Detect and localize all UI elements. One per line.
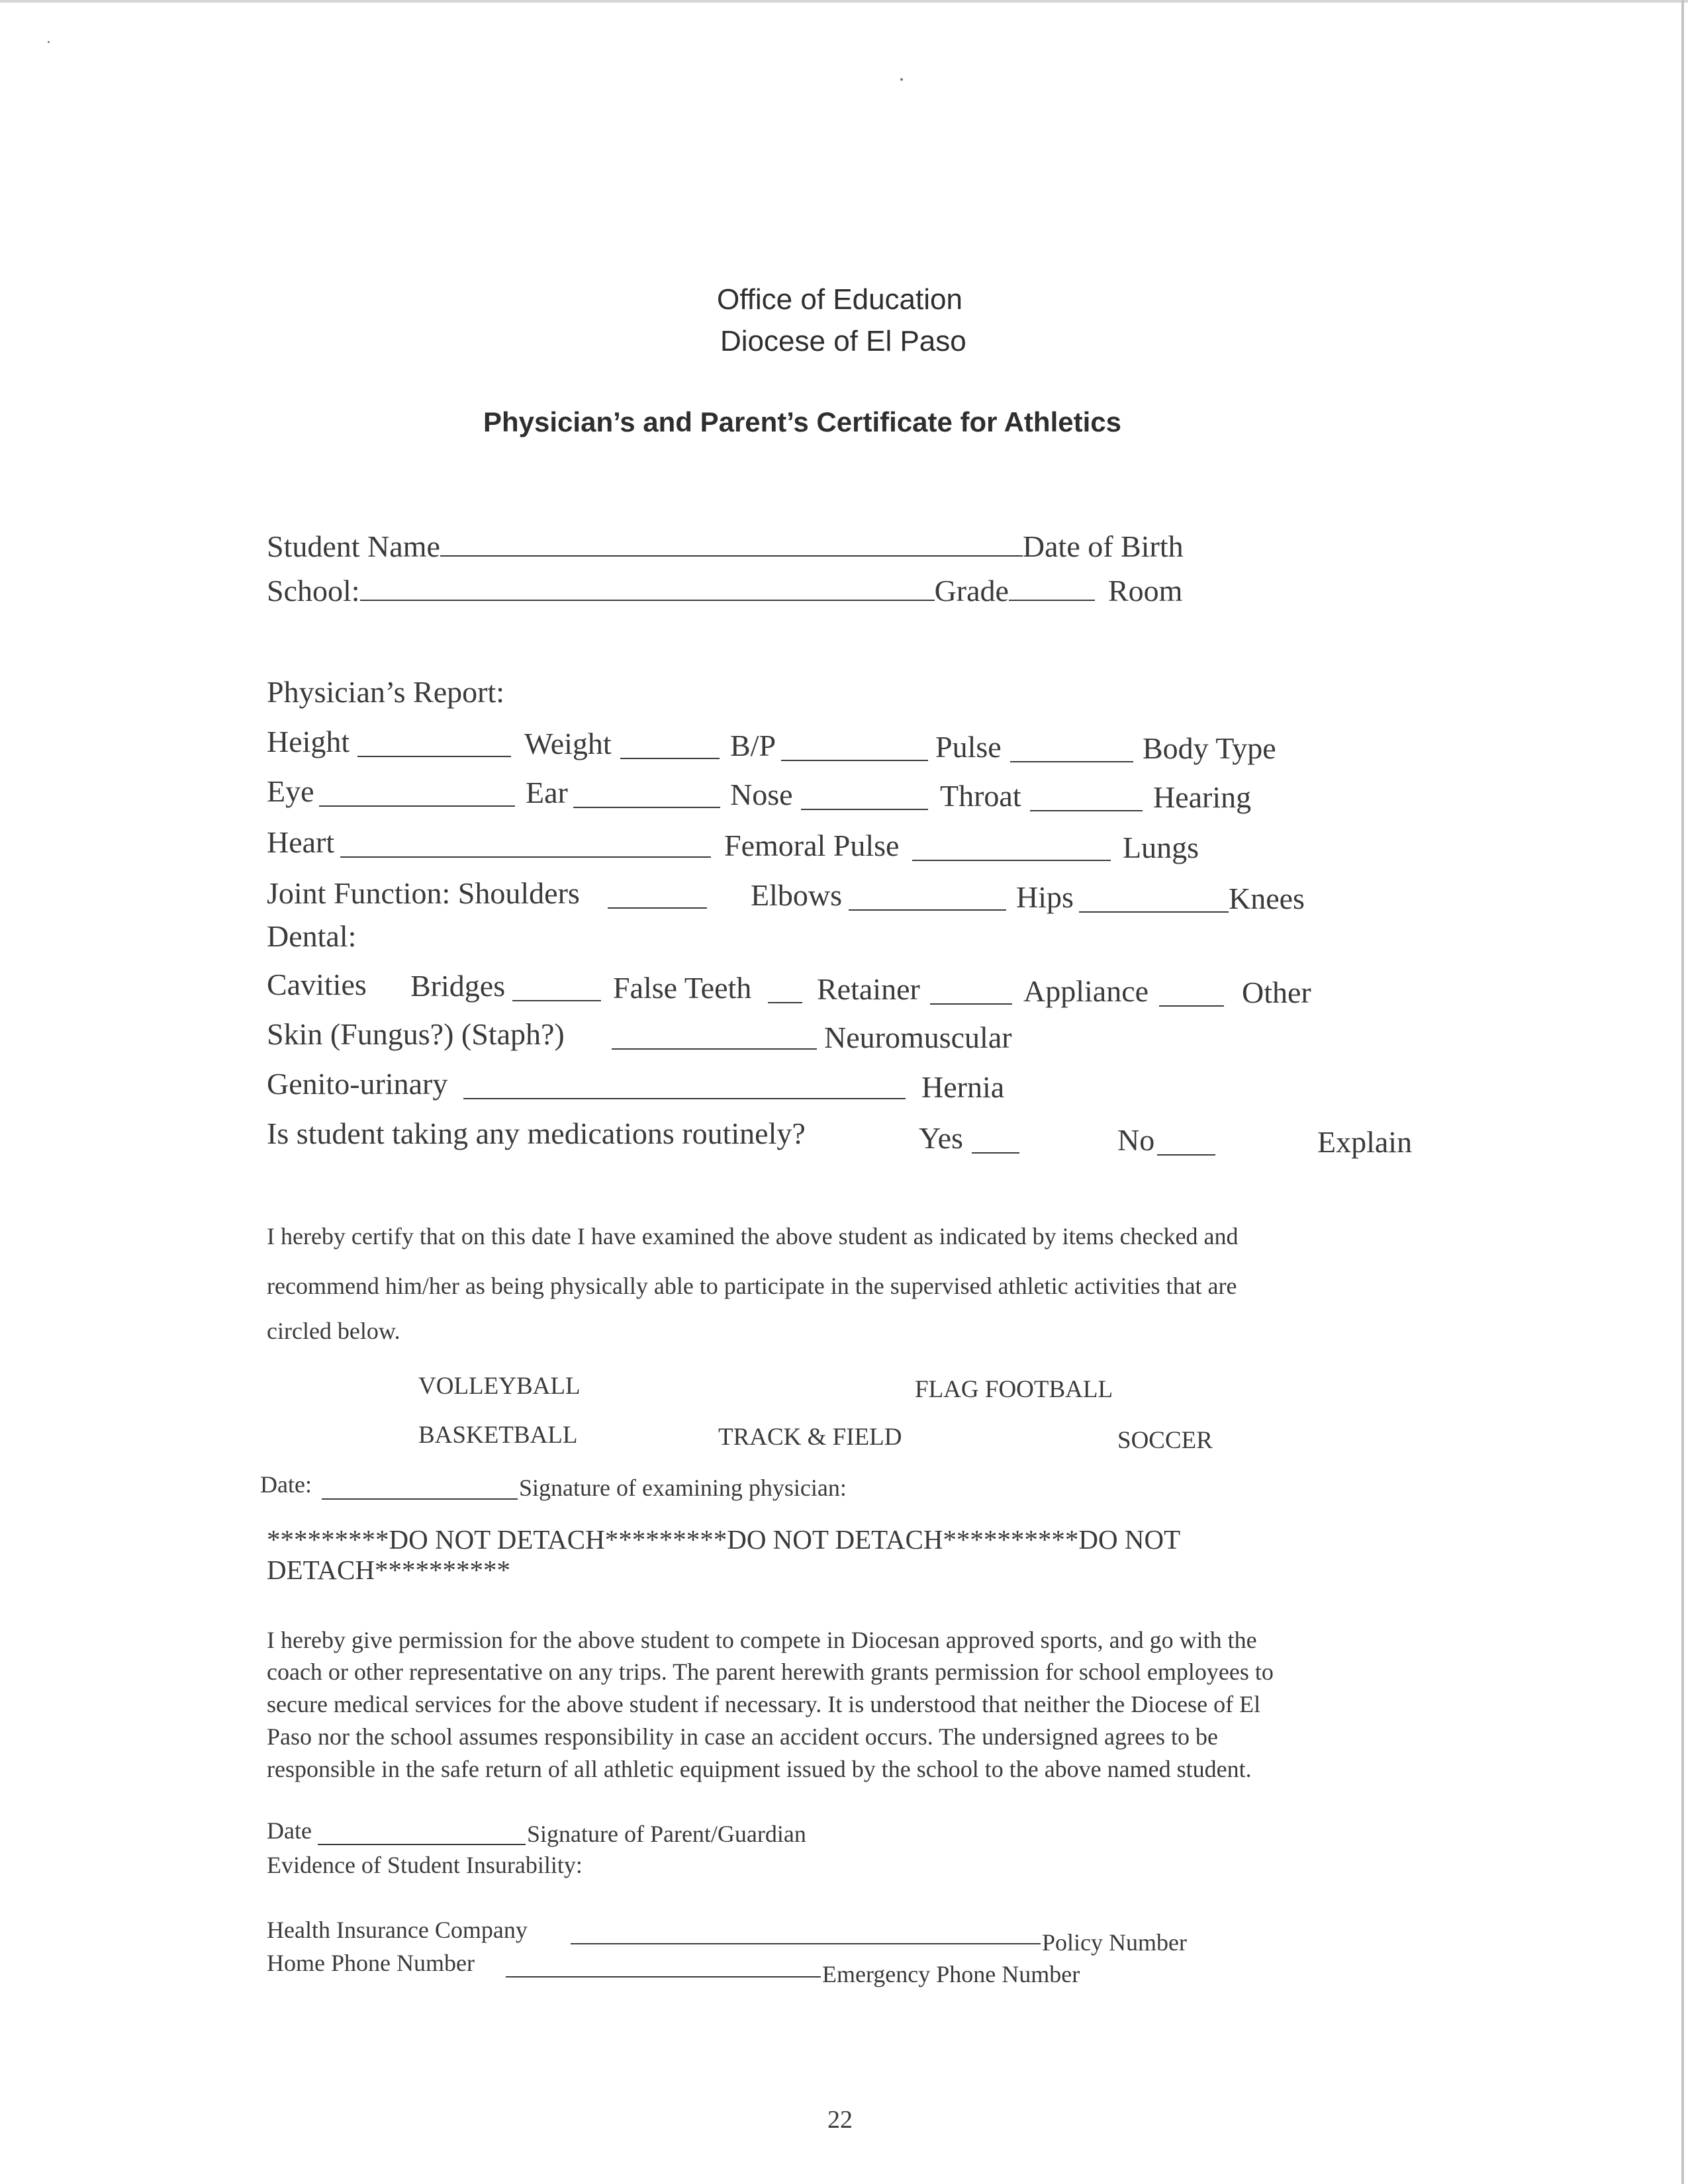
school-row [267,576,1182,606]
detach-line-2: DETACH********** [267,1555,510,1585]
page-number: 22 [827,2106,853,2134]
height-field[interactable] [357,754,511,757]
scan-speck [900,78,903,81]
school-field[interactable] [360,598,935,601]
certification-line-2: recommend him/her as being physically able to participate in the supervised athletic activities that are [267,1273,1237,1299]
policy-number-label: Policy Number [1042,1929,1187,1956]
nose-label: Nose [730,778,793,811]
neuromuscular-label: Neuromuscular [824,1021,1012,1054]
certification-line-3: circled below. [267,1318,400,1344]
school-label: School: [267,574,360,608]
parent-signature-label: Signature of Parent/Guardian [527,1821,806,1847]
home-phone-label: Home Phone Number [267,1950,475,1976]
retainer-label: Retainer [817,972,920,1006]
ear-label: Ear [526,776,568,809]
parent-date-label: Date [267,1817,312,1844]
insurability-label: Evidence of Student Insurability: [267,1852,583,1878]
shoulders-field[interactable] [608,906,707,909]
form-title: Physician’s and Parent’s Certificate for Athletics [483,406,1121,437]
femoral-pulse-label: Femoral Pulse [724,829,900,862]
eye-label: Eye [267,774,314,808]
permission-line-2: coach or other representative on any trips. The parent herewith grants permission for school employees to [267,1659,1274,1685]
genito-urinary-label: Genito-urinary [267,1067,448,1101]
pulse-field[interactable] [1010,760,1133,762]
knees-label: Knees [1229,882,1305,915]
body-type-label: Body Type [1143,731,1276,765]
permission-line-3: secure medical services for the above student if necessary. It is understood that neither the Diocese of El [267,1691,1261,1717]
emergency-phone-label: Emergency Phone Number [822,1961,1080,1987]
permission-line-5: responsible in the safe return of all athletic equipment issued by the school to the above named student. [267,1756,1252,1782]
cavities-label: Cavities [267,968,367,1001]
weight-field[interactable] [620,756,720,759]
femoral-pulse-field[interactable] [912,858,1111,861]
other-label: Other [1242,976,1311,1009]
yes-field[interactable] [972,1151,1019,1154]
sport-basketball[interactable]: BASKETBALL [418,1422,578,1449]
lungs-label: Lungs [1123,831,1199,864]
scan-edge-right [1681,0,1684,2184]
pulse-label: Pulse [935,730,1002,764]
height-label: Height [267,725,350,758]
medications-question: Is student taking any medications routinely? [267,1116,806,1150]
home-phone-field[interactable] [506,1975,821,1978]
sport-volleyball[interactable]: VOLLEYBALL [418,1373,581,1400]
room-label: Room [1107,574,1183,608]
detach-line-1: *********DO NOT DETACH*********DO NOT DETACH**********DO NOT [267,1524,1181,1555]
header-line-1: Office of Education [717,283,962,316]
physician-signature-label: Signature of examining physician: [519,1475,847,1501]
yes-label: Yes [919,1121,963,1155]
sport-track-field[interactable]: TRACK & FIELD [718,1424,902,1451]
weight-label: Weight [524,727,612,760]
skin-label: Skin (Fungus?) (Staph?) [267,1017,565,1051]
student-name-label: Student Name [267,529,440,563]
hips-field[interactable] [1079,910,1229,913]
parent-date-field[interactable] [318,1843,526,1845]
permission-line-4: Paso nor the school assumes responsibility in case an accident occurs. The undersigned agrees to be [267,1723,1218,1750]
dental-label: Dental: [267,919,357,953]
hearing-label: Hearing [1153,780,1252,814]
eye-field[interactable] [319,804,515,807]
ear-field[interactable] [573,805,720,808]
throat-field[interactable] [1030,809,1143,811]
sport-soccer[interactable]: SOCCER [1117,1427,1213,1454]
elbows-field[interactable] [849,908,1006,911]
bp-field[interactable] [781,758,928,761]
header-line-2: Diocese of El Paso [720,325,966,357]
student-name-field[interactable] [440,554,1023,557]
false-teeth-label: False Teeth [613,971,752,1005]
sport-flag-football[interactable]: FLAG FOOTBALL [915,1376,1113,1403]
bridges-label: Bridges [410,969,506,1003]
scan-speck [48,41,50,43]
hips-label: Hips [1016,880,1074,914]
permission-line-1: I hereby give permission for the above student to compete in Diocesan approved sports, and go with the [267,1627,1257,1653]
nose-field[interactable] [801,807,928,810]
date-of-birth-label: Date of Birth [1022,529,1184,563]
certification-line-1: I hereby certify that on this date I have examined the above student as indicated by items checked and [267,1223,1239,1250]
grade-field[interactable] [1009,598,1095,601]
physician-report-heading: Physician’s Report: [267,675,505,709]
no-field[interactable] [1157,1153,1215,1156]
scan-edge-top [0,0,1688,3]
explain-label: Explain [1317,1125,1413,1159]
false-teeth-field[interactable] [768,1001,802,1003]
physician-date-field[interactable] [322,1497,518,1500]
hernia-label: Hernia [921,1070,1005,1104]
bp-label: B/P [730,729,776,762]
student-name-row [267,531,1184,562]
heart-field[interactable] [340,855,711,858]
bridges-field[interactable] [512,999,601,1001]
heart-label: Heart [267,825,335,859]
skin-field[interactable] [612,1047,817,1050]
throat-label: Throat [940,779,1021,813]
appliance-label: Appliance [1023,974,1149,1008]
elbows-label: Elbows [751,878,842,912]
no-label: No [1117,1123,1155,1157]
joint-function-label: Joint Function: Shoulders [267,876,580,910]
insurance-company-label: Health Insurance Company [267,1917,528,1943]
grade-label: Grade [934,574,1009,608]
appliance-field[interactable] [1159,1004,1224,1007]
genito-urinary-field[interactable] [463,1097,906,1099]
retainer-field[interactable] [930,1002,1012,1005]
insurance-company-field[interactable] [571,1942,1041,1944]
physician-date-label: Date: [260,1471,312,1498]
